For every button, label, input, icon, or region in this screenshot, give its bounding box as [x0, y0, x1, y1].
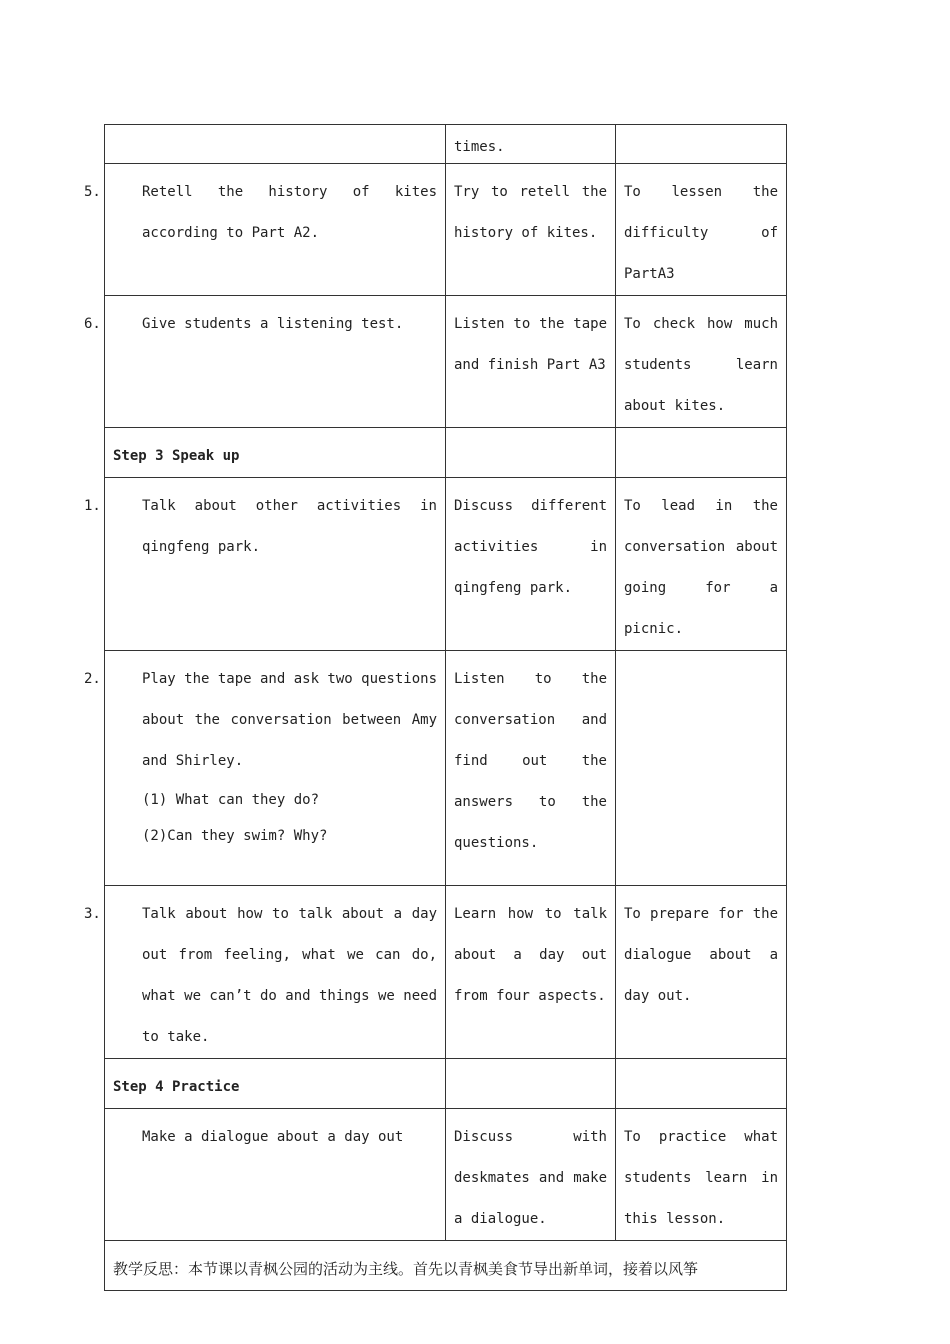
- activity-cell: [84, 296, 446, 428]
- table-row: [105, 125, 787, 164]
- purpose-cell: To check how much students learn about kites.: [616, 296, 787, 428]
- purpose-cell: [616, 1059, 787, 1109]
- student-cell: Discuss with deskmates and make a dialogue.: [446, 1109, 616, 1241]
- table-row: [105, 1109, 787, 1241]
- activity-cell: [105, 1109, 446, 1241]
- activity-cell: [105, 125, 446, 164]
- item-number: 2.: [84, 671, 101, 687]
- purpose-cell: To prepare for the dialogue about a day out.: [616, 886, 787, 1059]
- student-cell: Listen to the tape and finish Part A3: [446, 296, 616, 428]
- table-row: [105, 478, 787, 651]
- purpose-cell: To practice what students learn in this lesson.: [616, 1109, 787, 1241]
- student-cell: [446, 428, 616, 478]
- purpose-cell: To lead in the conversation about going for a picnic.: [616, 478, 787, 651]
- item-number: 3.: [84, 906, 101, 922]
- reflection-row: [105, 1241, 787, 1291]
- question-1: (1) What can they do?: [142, 792, 320, 808]
- student-cell: times.: [446, 125, 616, 164]
- step-row: [105, 428, 787, 478]
- student-cell: Try to retell the history of kites.: [446, 164, 616, 296]
- table-row: [105, 164, 787, 296]
- activity-text: Talk about other activities in qingfeng park.: [142, 498, 437, 555]
- question-2: (2)Can they swim? Why?: [142, 828, 328, 844]
- table-row: [105, 886, 787, 1059]
- student-cell: Learn how to talk about a day out from four aspects.: [446, 886, 616, 1059]
- teaching-reflection: 教学反思：本节课以青枫公园的活动为主线。首先以青枫美食节导出新单词，接着以风筝: [105, 1241, 787, 1291]
- step-heading: Step 4 Practice: [105, 1059, 446, 1109]
- item-number: 1.: [84, 498, 101, 514]
- activity-text: Play the tape and ask two questions about the conversation between Amy and Shirley.: [142, 671, 438, 769]
- table-row: [105, 651, 787, 886]
- activity-text: Talk about how to talk about a day out from feeling, what we can do, what we can’t do and things we need to take.: [142, 906, 438, 1045]
- step-heading: Step 3 Speak up: [105, 428, 446, 478]
- step-row: [105, 1059, 787, 1109]
- lesson-plan-table: [84, 124, 787, 1291]
- table-row: [105, 296, 787, 428]
- activity-cell: [84, 651, 446, 886]
- item-number: 6.: [84, 316, 101, 332]
- student-cell: Discuss different activities in qingfeng park.: [446, 478, 616, 651]
- item-number: 5.: [84, 184, 101, 200]
- purpose-cell: [616, 125, 787, 164]
- purpose-cell: [616, 651, 787, 886]
- activity-cell: [84, 886, 446, 1059]
- activity-cell: [84, 478, 446, 651]
- student-cell: [446, 1059, 616, 1109]
- activity-cell: [84, 164, 446, 296]
- purpose-cell: To lessen the difficulty of PartA3: [616, 164, 787, 296]
- student-cell: Listen to the conversation and find out the answers to the questions.: [446, 651, 616, 886]
- activity-text: Give students a listening test.: [142, 316, 404, 332]
- activity-text: Retell the history of kites according to Part A2.: [142, 184, 437, 241]
- purpose-cell: [616, 428, 787, 478]
- activity-text: Make a dialogue about a day out: [142, 1129, 404, 1145]
